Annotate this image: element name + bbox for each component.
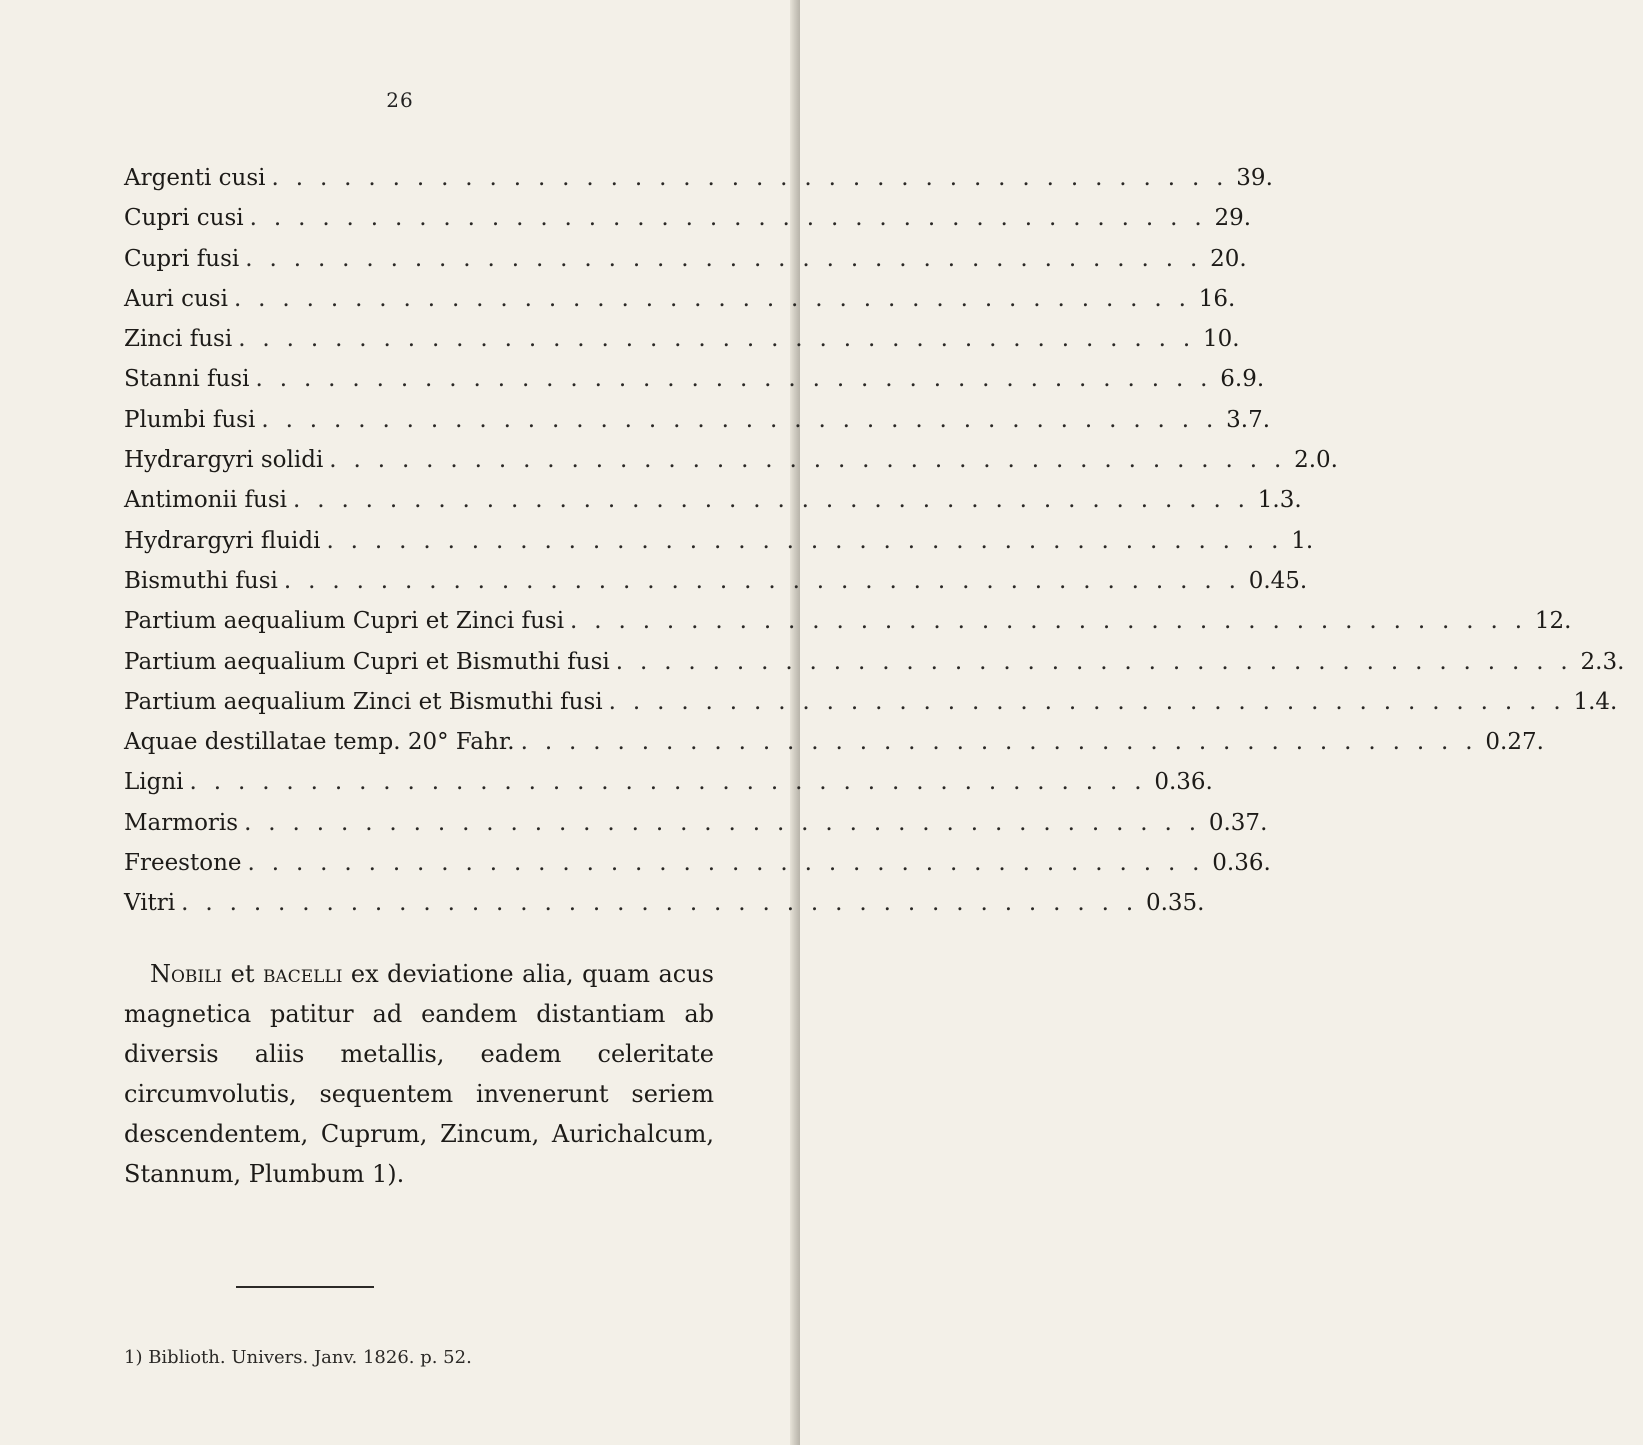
table-row [124,601,1572,641]
row-value: 3.7. [1226,406,1271,433]
row-value: 0.45. [1248,567,1308,594]
page-number: 26 [386,88,414,112]
row-value: 0.27. [1485,729,1544,756]
dot-leader: . . . . . . . . . . . . . . . . . . . . . . . . . . . . . . . . . . . . . . . . [570,608,1527,635]
footnote-rule [236,1286,374,1288]
table-row [124,319,1240,359]
row-label: Zinci fusi [124,326,233,353]
dot-leader: . . . . . . . . . . . . . . . . . . . . . . . . . . . . . . . . . . . . . . . . [271,165,1229,191]
row-label: Vitri [124,890,176,917]
table-row [124,158,1273,198]
row-label: Partium aequalium Cupri et Zinci fusi [124,608,565,635]
row-value: 1.3. [1257,487,1302,514]
row-label: Hydrargyri solidi [124,447,324,474]
table-row [124,561,1308,601]
dot-leader: . . . . . . . . . . . . . . . . . . . . . . . . . . . . . . . . . . . . . . . . [245,245,1203,272]
table-row [124,803,1268,843]
row-label: Stanni fusi [124,366,250,393]
row-value: 1. [1291,527,1314,554]
row-value: 39. [1236,165,1273,191]
table-row [124,239,1247,279]
row-label: Hydrargyri fluidi [124,527,321,554]
row-value: 0.37. [1208,809,1268,836]
paragraph-body: ex deviatione alia, quam acus magnetica patitur ad eandem distantiam ab diversis aliis metallis, eadem celeritate circumvolutis, sequentem invenerunt seriem descendentem, Cuprum, Zincum, Aurichalcum, Stannum, Plumbum 1). [124,960,715,1188]
table-row [124,843,1271,883]
row-label: Cupri cusi [124,205,244,232]
dot-leader: . . . . . . . . . . . . . . . . . . . . . . . . . . . . . . . . . . . . . . . . [293,487,1250,514]
row-value: 2.0. [1294,447,1338,474]
author-connector: et [222,960,263,988]
table-row [124,762,1213,802]
table-row [124,198,1252,238]
dot-leader: . . . . . . . . . . . . . . . . . . . . . . . . . . . . . . . . . . . . . . . . [244,809,1201,836]
dot-leader: . . . . . . . . . . . . . . . . . . . . . . . . . . . . . . . . . . . . . . . . [249,205,1207,232]
row-label: Plumbi fusi [124,406,256,433]
paragraph-text [124,954,714,1194]
table-row [124,279,1236,319]
row-label: Antimonii fusi [124,487,287,514]
dot-leader: . . . . . . . . . . . . . . . . . . . . . . . . . . . . . . . . . . . . . . . . [181,890,1138,917]
row-value: 12. [1534,608,1572,635]
row-label: Cupri fusi [124,245,240,272]
row-value: 6.9. [1220,366,1265,393]
dot-leader: . . . . . . . . . . . . . . . . . . . . . . . . . . . . . . . . . . . . . . . . [520,729,1478,756]
row-value: 20. [1210,245,1247,272]
table-row [124,883,1205,923]
row-value: 1.4. [1573,688,1618,715]
row-label: Freestone [124,850,242,877]
table-row [124,722,1544,762]
row-label: Partium aequalium Zinci et Bismuthi fusi [124,688,603,715]
row-value: 0.36. [1154,769,1213,796]
table-row [124,642,1625,682]
dot-leader: . . . . . . . . . . . . . . . . . . . . . . . . . . . . . . . . . . . . . . . . [608,688,1566,715]
dot-leader: . . . . . . . . . . . . . . . . . . . . . . . . . . . . . . . . . . . . . . . . [238,326,1195,353]
row-label: Partium aequalium Cupri et Bismuthi fusi [124,648,610,675]
table-row [124,400,1271,440]
table-row [124,440,1338,480]
table-row [124,521,1314,561]
row-label: Argenti cusi [124,165,266,191]
table-row [124,682,1618,722]
author-name-nobili: Nobili [150,960,223,988]
dot-leader: . . . . . . . . . . . . . . . . . . . . . . . . . . . . . . . . . . . . . . . . [247,850,1205,877]
row-value: 0.36. [1212,850,1271,877]
row-value: 0.35. [1145,890,1205,917]
row-label: Bismuthi fusi [124,567,278,594]
row-label: Auri cusi [124,285,228,312]
dot-leader: . . . . . . . . . . . . . . . . . . . . . . . . . . . . . . . . . . . . . . . . [255,366,1213,393]
dot-leader: . . . . . . . . . . . . . . . . . . . . . . . . . . . . . . . . . . . . . . . . [261,406,1219,433]
row-value: 29. [1214,205,1252,232]
dot-leader: . . . . . . . . . . . . . . . . . . . . . . . . . . . . . . . . . . . . . . . . [615,648,1573,675]
row-label: Marmoris [124,809,239,836]
row-value: 10. [1202,326,1240,353]
footnote: 1) Biblioth. Univers. Janv. 1826. p. 52. [124,1347,472,1368]
row-value: 2.3. [1580,648,1625,675]
table-row [124,480,1302,520]
table-row [124,359,1265,399]
dot-leader: . . . . . . . . . . . . . . . . . . . . . . . . . . . . . . . . . . . . . . . . [329,447,1287,474]
dot-leader: . . . . . . . . . . . . . . . . . . . . . . . . . . . . . . . . . . . . . . . . [233,285,1191,312]
dot-leader: . . . . . . . . . . . . . . . . . . . . . . . . . . . . . . . . . . . . . . . . [283,567,1241,594]
body-paragraph [124,954,714,1194]
conductivity-table [124,158,1625,924]
dot-leader: . . . . . . . . . . . . . . . . . . . . . . . . . . . . . . . . . . . . . . . . [326,527,1284,554]
row-label: Aquae destillatae temp. 20° Fahr. [124,729,515,756]
dot-leader: . . . . . . . . . . . . . . . . . . . . . . . . . . . . . . . . . . . . . . . . [189,769,1147,796]
row-label: Ligni [124,769,184,796]
row-value: 16. [1198,285,1236,312]
author-name-bacelli: bacelli [262,960,343,988]
